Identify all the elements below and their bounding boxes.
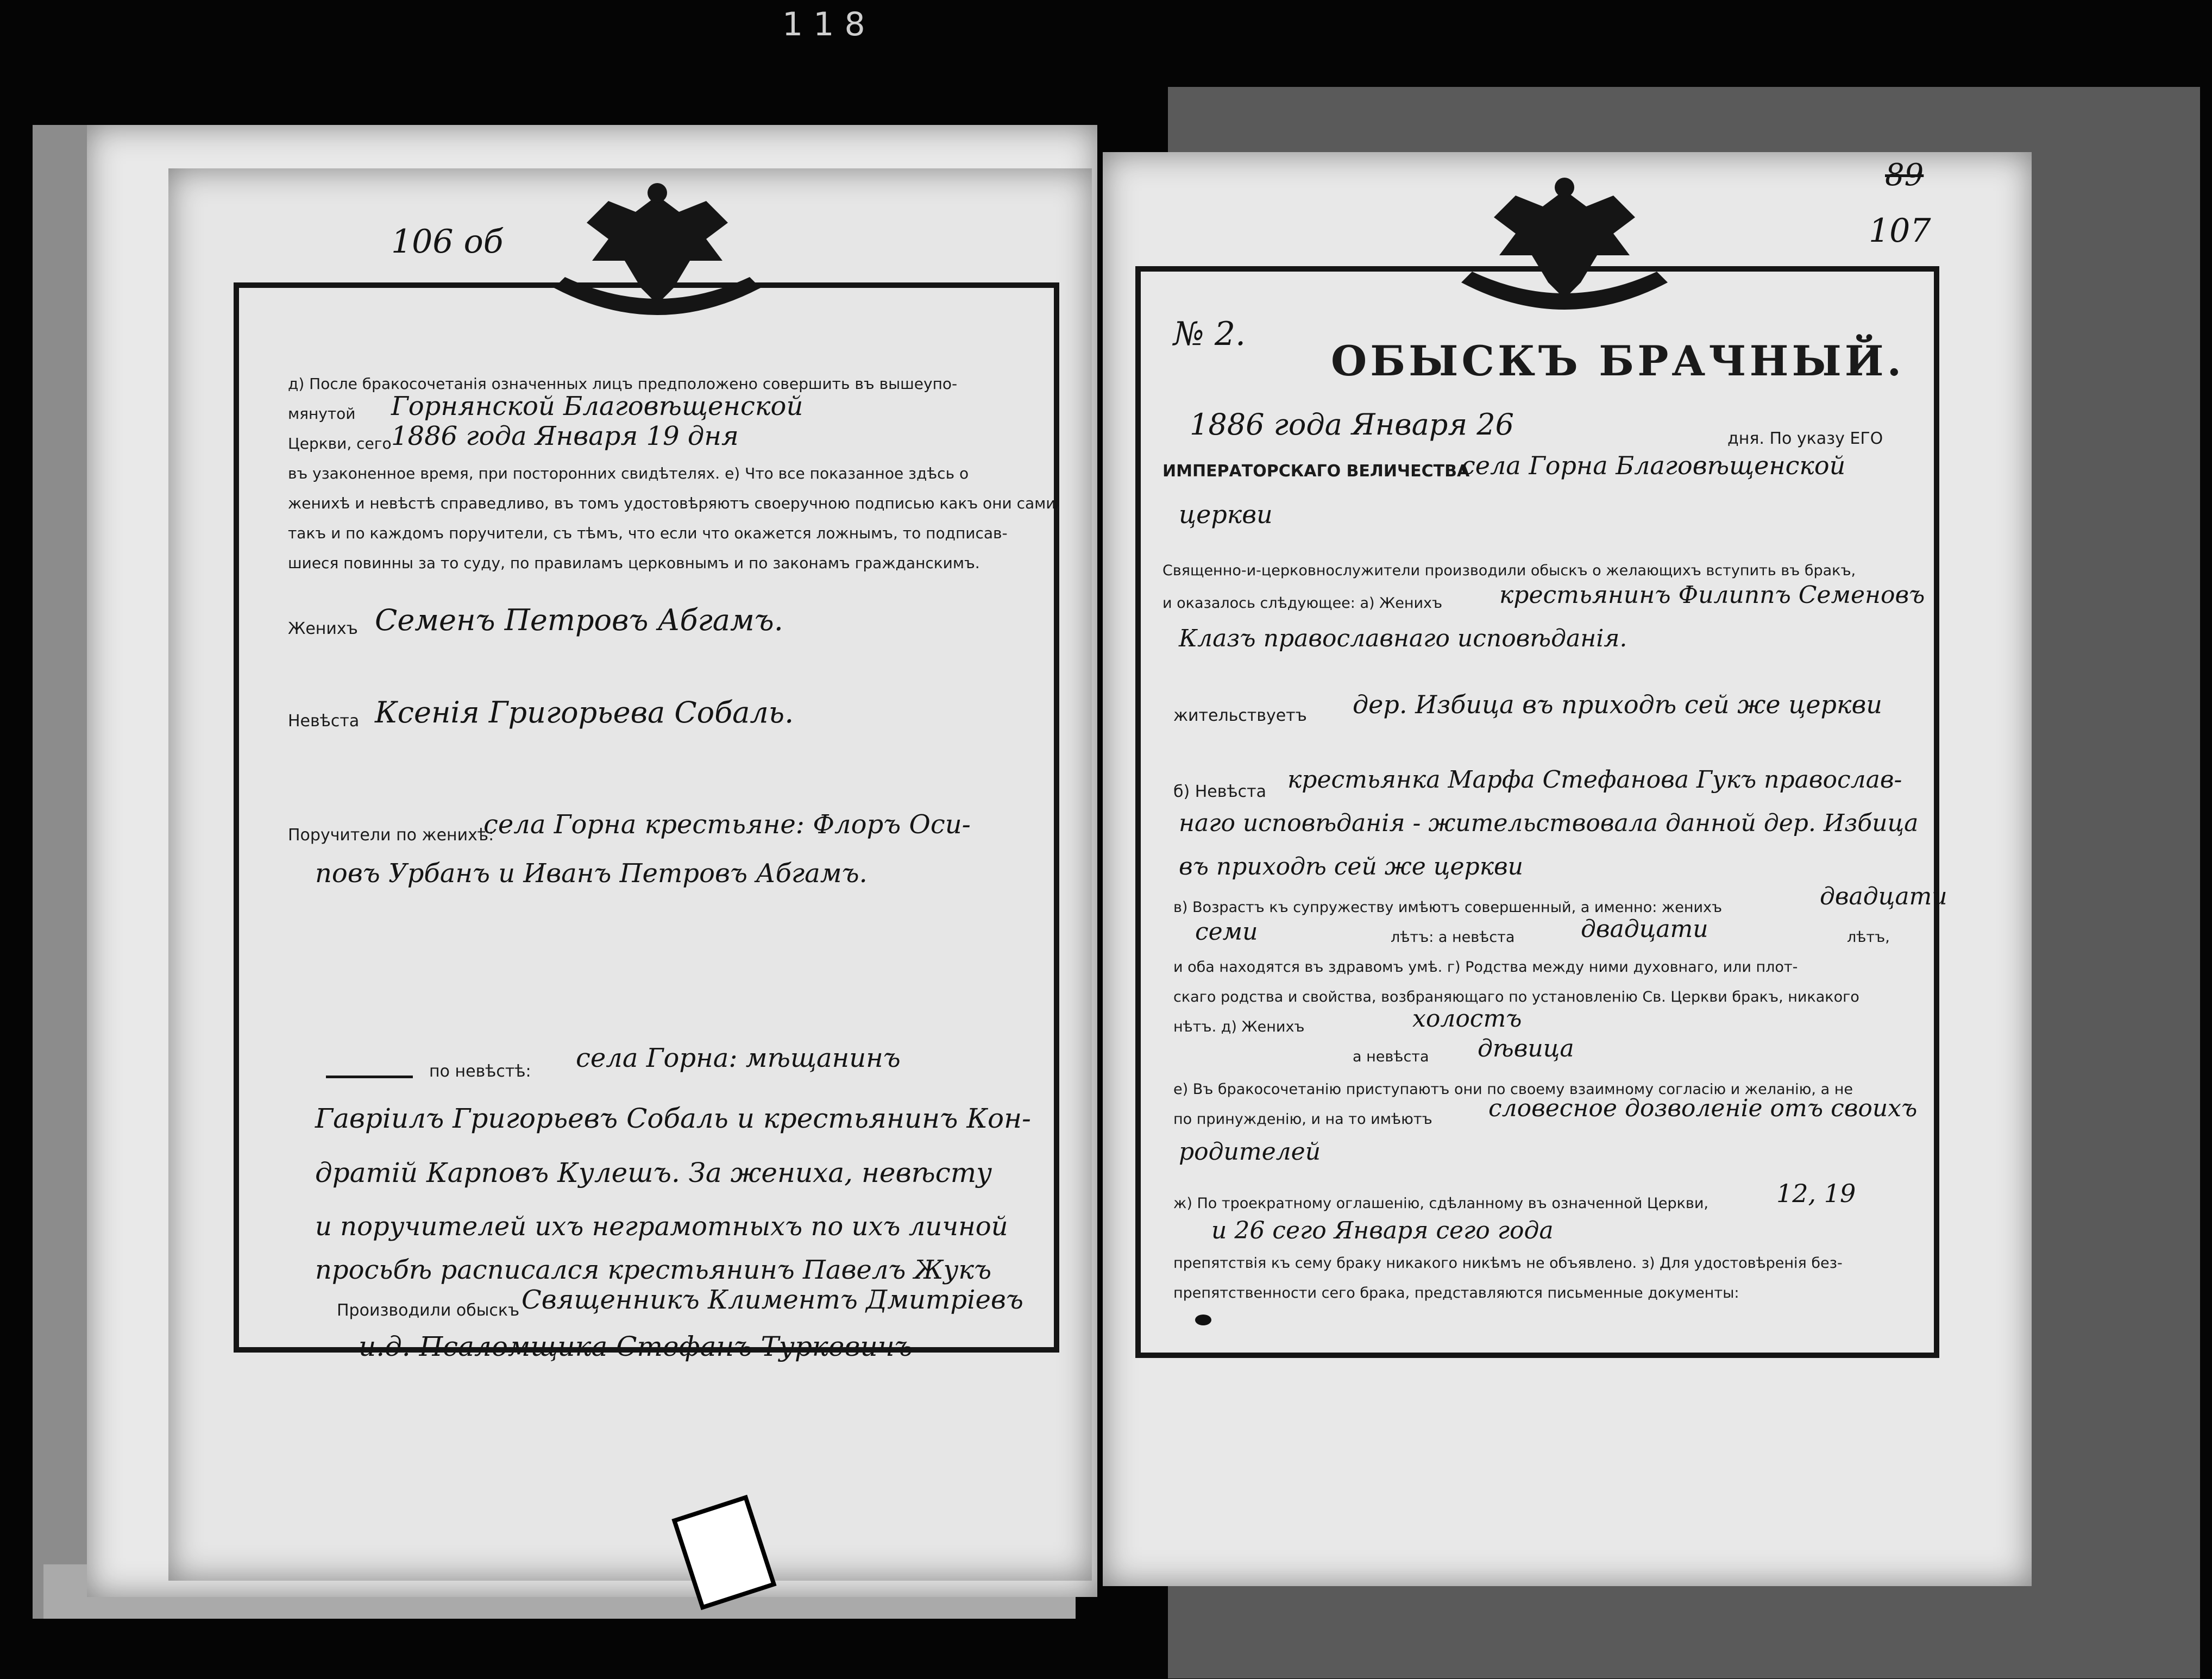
residence: дер. Избица въ приходѣ сей же церкви xyxy=(1353,690,1882,719)
sureties-bride-line4: и поручителей ихъ неграмотныхъ по ихъ личной xyxy=(315,1211,1008,1242)
clergy-line2: и оказалось слѣдующее: а) Женихъ xyxy=(1162,595,1443,612)
groom-status-label: нѣтъ. д) Женихъ xyxy=(1173,1018,1305,1035)
left-page-number: 106 об xyxy=(391,223,504,261)
right-church: села Горна Благовѣщенской xyxy=(1461,451,1846,480)
banns-dates: 12, 19 xyxy=(1776,1179,1856,1208)
years-label2: лѣтъ, xyxy=(1847,929,1890,946)
groom-label: Женихъ xyxy=(288,619,358,638)
bride-description3: въ приходѣ сей же церкви xyxy=(1179,853,1523,881)
right-page-number-struck: 89 xyxy=(1885,158,1924,193)
groom-description2: Клазъ православнаго исповѣданія. xyxy=(1179,625,1627,652)
sureties-dash xyxy=(326,1076,413,1078)
left-church-name: Горнянской Благовѣщенской xyxy=(391,391,803,422)
sureties-groom-line1: села Горна крестьяне: Флоръ Оси- xyxy=(483,809,971,840)
left-date: 1886 года Января 19 дня xyxy=(391,421,739,451)
bride-label: Невѣста xyxy=(288,712,360,731)
kinship-line2: скаго родства и свойства, возбраняющаго по установленію Св. Церкви бракъ, никакого xyxy=(1173,989,1859,1005)
left-d-line6: такъ и по каждомъ поручители, съ тѣмъ, что если что окажется ложнымъ, то подписав- xyxy=(288,524,1008,542)
left-d-line5: женихѣ и невѣстѣ справедливо, въ томъ удостовѣряютъ своеручною подписью какъ они сами, xyxy=(288,494,1061,512)
sureties-bride-line3: дратій Карповъ Кулешъ. За жениха, невѣсту xyxy=(315,1157,992,1188)
residence-label: жительствуетъ xyxy=(1173,706,1307,725)
groom-age: двадцати xyxy=(1820,883,1947,910)
record-title: ОБЫСКЪ БРАЧНЫЙ. xyxy=(1331,337,1905,385)
bride-age: двадцати xyxy=(1581,915,1708,943)
conducted-priest: Священникъ Климентъ Дмитріевъ xyxy=(521,1285,1023,1315)
right-date-line: 1886 года Января 26 xyxy=(1190,407,1514,442)
left-d-line7: шиеся повинны за то суду, по правиламъ церковнымъ и по законамъ гражданскимъ. xyxy=(288,554,980,572)
sureties-bride-line5: просьбѣ расписался крестьянинъ Павелъ Жукъ xyxy=(315,1255,992,1285)
consent: словесное дозволеніе отъ своихъ xyxy=(1488,1095,1918,1122)
banns-line1: ж) По троекратному оглашенію, сдѣланному въ означенной Церкви, xyxy=(1173,1195,1708,1212)
sureties-bride-line1: села Горна: мѣщанинъ xyxy=(576,1043,901,1073)
sureties-groom-label: Поручители по женихѣ: xyxy=(288,826,494,845)
bride-description2: наго исповѣданія - жительствовала данной дер. Избица xyxy=(1179,809,1919,837)
groom-description: крестьянинъ Филиппъ Семеновъ xyxy=(1499,581,1925,609)
bride-status-label: а невѣста xyxy=(1353,1048,1429,1065)
left-d-line2a: мянутой xyxy=(288,405,356,423)
bride-label-right: б) Невѣста xyxy=(1173,782,1266,801)
consent-line2: по принужденію, и на то имѣютъ xyxy=(1173,1111,1432,1128)
right-page-number: 107 xyxy=(1869,212,1931,250)
right-church2: церкви xyxy=(1179,500,1273,529)
conducted-psalmist: и.д. Псаломщика Стефанъ Туркевичъ xyxy=(359,1331,913,1362)
clergy-line1: Священно-и-церковнослужители производили обыскъ о желающихъ вступить въ бракъ, xyxy=(1162,562,1856,579)
sureties-bride-line2: Гавріилъ Григорьевъ Собаль и крестьянинъ Кон- xyxy=(315,1103,1031,1134)
left-d-line1: д) После бракосочетанія означенных лицъ предположено совершить въ вышеупо- xyxy=(288,375,958,393)
left-d-line3a: Церкви, сего xyxy=(288,435,392,452)
double-headed-eagle-emblem-left xyxy=(543,179,771,331)
day-label: дня. По указу ЕГО xyxy=(1727,429,1883,448)
groom-status: холостъ xyxy=(1412,1005,1522,1033)
years-label: лѣтъ: а невѣста xyxy=(1391,929,1515,946)
double-headed-eagle-emblem-right xyxy=(1450,174,1679,326)
sureties-groom-line2: повъ Урбанъ и Иванъ Петровъ Абгамъ. xyxy=(315,858,868,889)
consent2: родителей xyxy=(1179,1138,1321,1166)
left-d-line4: въ узаконенное время, при посторонних свидѣтелях. е) Что все показанное здѣсь о xyxy=(288,464,969,482)
sureties-bride-label: по невѣстѣ: xyxy=(429,1062,531,1081)
bride-description1: крестьянка Марфа Стефанова Гукъ православ- xyxy=(1287,766,1902,794)
conducted-label: Производили обыскъ xyxy=(337,1301,520,1320)
record-number: № 2. xyxy=(1173,315,1246,353)
groom-name: Семенъ Петровъ Абгамъ. xyxy=(375,603,783,637)
banns-dates2: и 26 сего Января сего года xyxy=(1211,1217,1554,1244)
banns-line3: препятственности сего брака, представляются письменные документы: xyxy=(1173,1285,1739,1301)
groom-age2: семи xyxy=(1195,918,1258,946)
consent-line1: е) Въ бракосочетанію приступаютъ они по своему взаимному согласію и желанію, а не xyxy=(1173,1081,1853,1098)
kinship-line1: и оба находятся въ здравомъ умѣ. г) Родства между ними духовнаго, или плот- xyxy=(1173,959,1798,976)
bride-status: дѣвица xyxy=(1478,1035,1574,1062)
scan-top-mark: 1 1 8 xyxy=(782,5,865,43)
ink-blot xyxy=(1195,1315,1211,1325)
banns-line2: препятствія къ сему браку никакого никѣмъ не объявлено. з) Для удостовѣренія без- xyxy=(1173,1255,1843,1272)
bride-name: Ксенія Григорьева Собаль. xyxy=(375,695,794,730)
age-line: в) Возрастъ къ супружеству имѣютъ совершенный, а именно: женихъ xyxy=(1173,899,1723,916)
majesty-label: ИМПЕРАТОРСКАГО ВЕЛИЧЕСТВА xyxy=(1162,462,1470,481)
